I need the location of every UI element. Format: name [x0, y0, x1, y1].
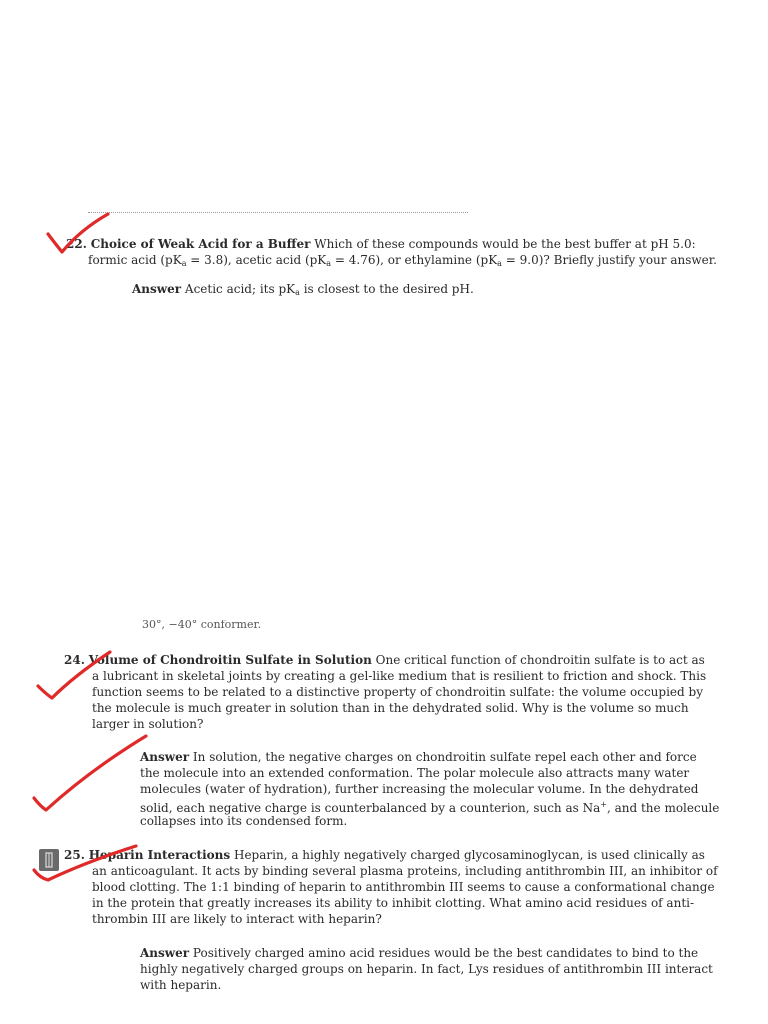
q25-line2: an anticoagulant. It acts by binding several plasma proteins, including antithrombin III, an inhibitor of	[92, 864, 718, 878]
checkmark-icon	[34, 646, 114, 702]
q22-number: 22.	[66, 237, 87, 251]
q25-number: 25.	[64, 848, 85, 862]
q22-line2: formic acid $(pK_a = 3.8)$, acetic acid $(pK_a = 4.76)$, or ethylamine $(pK_a = 9.0)$? Briefly justify your answer.	[88, 253, 717, 268]
q22-line1	[66, 236, 696, 252]
q24-answer-line5: collapses into its condensed form.	[140, 814, 348, 828]
q24-title: Volume of Chondroitin Sulfate in Solution	[88, 653, 372, 667]
q25-line5: thrombin III are likely to interact with heparin?	[92, 912, 382, 926]
checkmark-icon	[44, 210, 114, 260]
cutoff-fragment: 30°, −40° conformer.	[142, 620, 262, 630]
q24-answer-line3: molecules (water of hydration), further increasing the molecular volume. In the dehydrated	[140, 782, 699, 796]
checkmark-icon	[30, 840, 140, 884]
q24-answer-label: Answer	[140, 750, 190, 764]
q24-line3: function seems to be related to a distinctive property of chondroitin sulfate: the volume occupied by	[92, 685, 703, 699]
q24-line4: the molecule is much greater in solution than in the dehydrated solid. Why is the volume so much	[92, 701, 689, 715]
q22-title: Choice of Weak Acid for a Buffer	[90, 237, 311, 251]
q24-line2: a lubricant in skeletal joints by creating a gel-like medium that is resilient to friction and shock. This	[92, 669, 707, 683]
q24-answer-line4: solid, each negative charge is counterbalanced by a counterion, such as Na+, and the molecule	[140, 800, 720, 815]
q25-title: Heparin Interactions	[88, 848, 231, 862]
q24-line1: 24. Volume of Chondroitin Sulfate in Solution One critical function of chondroitin sulfate is to act as	[64, 653, 705, 667]
q25-answer-line1: Answer Positively charged amino acid residues would be the best candidates to bind to the	[140, 946, 699, 960]
q25-answer-line2: highly negatively charged groups on heparin. In fact, Lys residues of antithrombin III interact	[140, 962, 713, 976]
q24-answer-line1: Answer In solution, the negative charges on chondroitin sulfate repel each other and force	[140, 750, 697, 764]
q24-number: 24.	[64, 653, 85, 667]
q24-answer-line2: the molecule into an extended conformation. The polar molecule also attracts many water	[140, 766, 690, 780]
q25-answer-label: Answer	[140, 946, 190, 960]
q25-line4: in the protein that greatly increases its ability to inhibit clotting. What amino acid residues of anti-	[92, 896, 695, 910]
q24-line5: larger in solution?	[92, 717, 204, 731]
q22-text: Which of these compounds would be the best buffer at pH 5.0:	[314, 237, 696, 251]
q22-answer: Answer Acetic acid; its $pK_a$ is closest to the desired pH.	[132, 282, 474, 297]
checkmark-icon	[30, 730, 150, 814]
cutoff-text-line	[88, 212, 468, 215]
q22-answer-label: Answer	[132, 282, 182, 296]
q25-answer-line3: with heparin.	[140, 978, 222, 992]
q25-line1: 25. Heparin Interactions Heparin, a highly negatively charged glycosaminoglycan, is used clinically as	[64, 848, 705, 862]
q25-line3: blood clotting. The 1:1 binding of heparin to antithrombin III seems to cause a conformational change	[92, 880, 715, 894]
